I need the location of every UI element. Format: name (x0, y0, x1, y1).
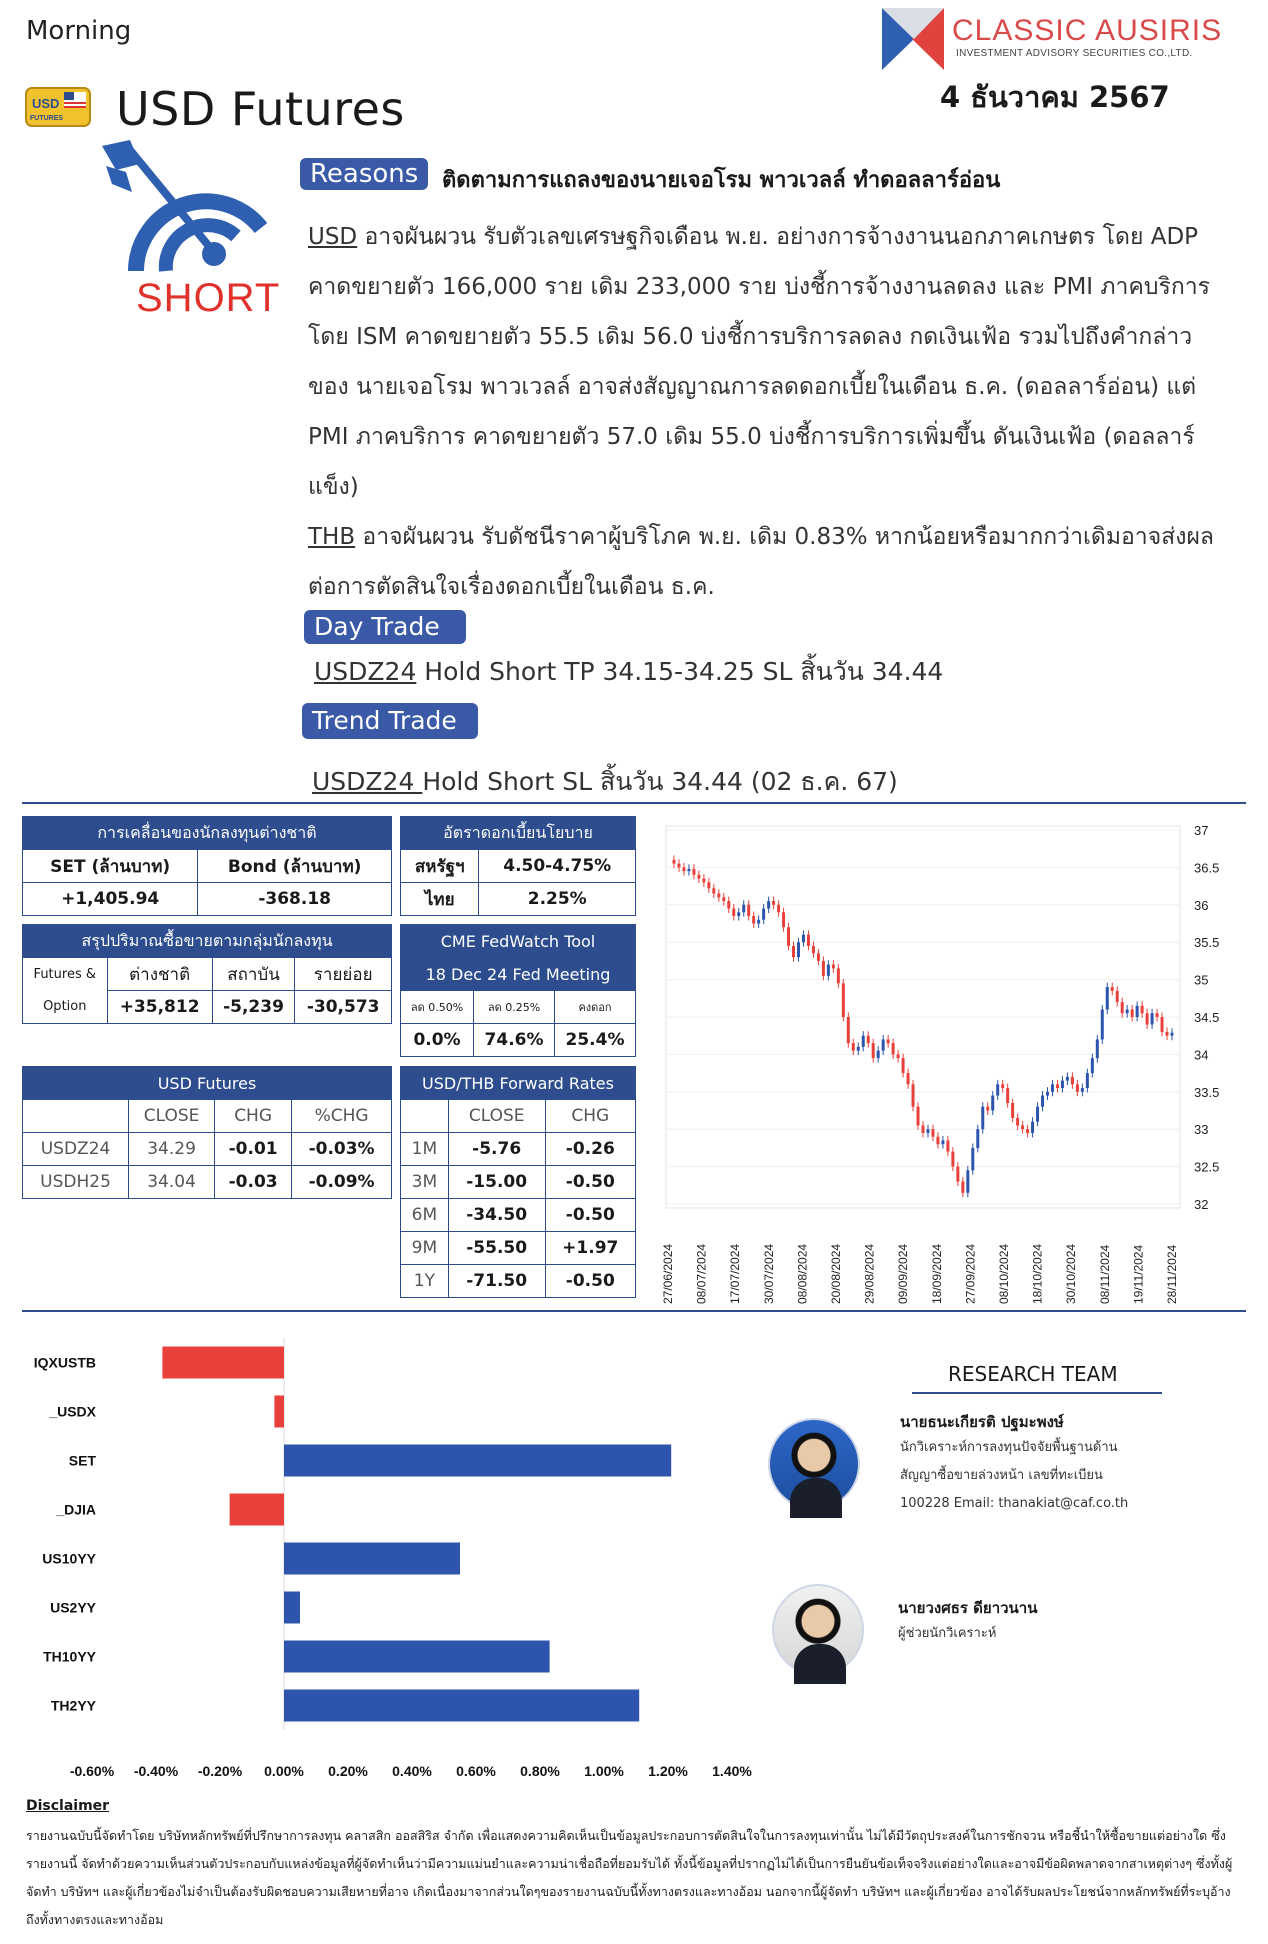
assistant-info (898, 1596, 1228, 1648)
policy-rate-title: อัตราดอกเบี้ยนโยบาย (401, 817, 636, 850)
bar (284, 1445, 671, 1477)
candle-body (882, 1039, 885, 1050)
policy-rate-country: สหรัฐฯ (401, 850, 479, 883)
candle-body (777, 905, 780, 912)
candle-body (1076, 1084, 1079, 1091)
svg-text:USD: USD (32, 96, 60, 111)
x-tick-label: 0.00% (264, 1763, 304, 1779)
candle-body (827, 965, 830, 976)
candle-body (887, 1039, 890, 1043)
candle-body (872, 1043, 875, 1058)
category-label: _USDX (49, 1403, 96, 1420)
usd-futures-symbol: USDH25 (23, 1166, 129, 1199)
y-tick-label: 36 (1194, 897, 1209, 913)
analyst-info (900, 1410, 1230, 1518)
bar (284, 1641, 550, 1673)
usd-futures-title: USD Futures (23, 1067, 392, 1100)
candle-body (1031, 1122, 1034, 1133)
candle-body (792, 946, 795, 957)
candle-body (1041, 1096, 1044, 1107)
investor-col: รายย่อย (295, 958, 392, 991)
usd-futures-col: CHG (215, 1100, 292, 1133)
candle-body (1126, 1010, 1129, 1014)
investor-val: +35,812 (107, 991, 212, 1024)
candle-body (941, 1140, 944, 1144)
investor-val: -5,239 (212, 991, 295, 1024)
candle-body (837, 968, 840, 983)
thb-tag: THB (308, 524, 356, 550)
candle-body (692, 869, 695, 875)
category-label: US2YY (50, 1599, 96, 1616)
policy-rate-value: 4.50-4.75% (479, 850, 636, 883)
bar (284, 1592, 300, 1624)
candle-body (946, 1140, 949, 1151)
candle-body (897, 1054, 900, 1058)
trend-trade-tag: Trend Trade (302, 703, 478, 739)
candle-body (687, 869, 690, 871)
candle-body (1121, 1002, 1124, 1013)
candle-body (1141, 1006, 1144, 1013)
x-tick-label: -0.20% (197, 1763, 243, 1779)
forward-col: CHG (545, 1100, 635, 1133)
x-tick-label: 18/10/2024 (1030, 1243, 1045, 1304)
candle-body (971, 1148, 974, 1170)
candle-body (822, 961, 825, 976)
forward-col (401, 1100, 449, 1133)
bar (284, 1543, 460, 1575)
forward-close: -55.50 (448, 1232, 545, 1265)
candle-body (902, 1058, 905, 1073)
candle-body (996, 1084, 999, 1095)
candle-body (1056, 1084, 1059, 1088)
candle-body (673, 860, 676, 864)
usd-futures-pct: -0.03% (292, 1133, 392, 1166)
foreign-flow-col: SET (ล้านบาท) (23, 850, 198, 883)
candle-body (1106, 987, 1109, 1009)
foreign-flow-title: การเคลื่อนของนักลงทุนต่างชาติ (23, 817, 392, 850)
usd-futures-chg: -0.01 (215, 1133, 292, 1166)
forward-chg: -0.50 (545, 1265, 635, 1298)
x-tick-label: 0.20% (328, 1763, 368, 1779)
candle-body (1166, 1032, 1169, 1036)
candle-body (907, 1073, 910, 1084)
foreign-flow-bond: -368.18 (198, 883, 392, 916)
analyst-title-line: นักวิเคราะห์การลงทุนปัจจัยพื้นฐานด้าน (900, 1440, 1118, 1455)
candle-body (1096, 1039, 1099, 1058)
usd-futures-chg: -0.03 (215, 1166, 292, 1199)
x-tick-label: 30/07/2024 (761, 1243, 776, 1304)
candle-body (1021, 1125, 1024, 1129)
usd-text: อาจผันผวน รับตัวเลขเศรษฐกิจเดือน พ.ย. อย่างการจ้างงานนอกภาคเกษตร โดย ADP คาดขยายตัว 166,000 ราย เดิม 233,000 ราย บ่งชี้การจ้างงานลดลง และ PMI ภาคบริการ โดย ISM คาดขยายตัว 55.5 เดิม 56.0 บ่งชี้การบริการลดลง กดเงินเฟ้อ รวมไปถึงคำกล่าวของ นายเจอโรม พาวเวลล์ อาจส่งสัญญาณการลดดอกเบี้ยในเดือน ธ.ค. (ดอลลาร์อ่อน) แต่ PMI ภาคบริการ คาดขยายตัว 57.0 เดิม 55.0 บ่งชี้การบริการเพิ่มขึ้น ดันเงินเฟ้อ (ดอลลาร์แข็ง) (308, 224, 1211, 500)
analyst-title-line: สัญญาซื้อขายล่วงหน้า เลขที่ทะเบียน (900, 1468, 1103, 1483)
x-tick-label: 1.20% (648, 1763, 688, 1779)
fedwatch-title: CME FedWatch Tool (401, 925, 636, 958)
candle-body (1136, 1006, 1139, 1017)
analyst-avatar (768, 1418, 860, 1510)
x-tick-label: 27/06/2024 (661, 1243, 675, 1304)
policy-rate-value: 2.25% (479, 883, 636, 916)
category-label: SET (68, 1452, 96, 1469)
usd-futures-symbol: USDZ24 (23, 1133, 129, 1166)
fedwatch-val: 74.6% (474, 1024, 555, 1057)
candle-body (1131, 1010, 1134, 1017)
x-tick-label: 0.80% (520, 1763, 560, 1779)
usdthb-price-chart (658, 818, 1258, 1308)
reasons-body (308, 212, 1228, 612)
x-tick-label: 09/09/2024 (896, 1243, 911, 1304)
candle-body (1116, 991, 1119, 1002)
usd-futures-table (22, 1066, 392, 1199)
usd-futures-col: %CHG (292, 1100, 392, 1133)
candle-body (1026, 1129, 1029, 1133)
candle-body (1011, 1103, 1014, 1118)
report-date: 4 ธันวาคม 2567 (940, 80, 1170, 114)
policy-rate-country: ไทย (401, 883, 479, 916)
forward-tenor: 6M (401, 1199, 449, 1232)
bar (274, 1396, 284, 1428)
x-tick-label: 08/07/2024 (694, 1243, 709, 1304)
candle-body (767, 901, 770, 908)
forward-tenor: 1Y (401, 1265, 449, 1298)
investor-summary-row-label (23, 958, 108, 1024)
foreign-flow-col: Bond (ล้านบาท) (198, 850, 392, 883)
x-tick-label: 1.40% (712, 1763, 752, 1779)
candle-body (981, 1107, 984, 1129)
x-tick-label: 08/11/2024 (1097, 1244, 1112, 1304)
candle-body (747, 905, 750, 916)
candle-body (892, 1043, 895, 1054)
candle-body (961, 1182, 964, 1193)
usd-futures-close: 34.04 (129, 1166, 215, 1199)
x-tick-label: 19/11/2024 (1131, 1244, 1146, 1304)
x-tick-label: 20/08/2024 (829, 1243, 843, 1304)
policy-rate-table (400, 816, 636, 916)
thb-text: อาจผันผวน รับดัชนีราคาผู้บริโภค พ.ย. เดิม 0.83% หากน้อยหรือมากกว่าเดิมอาจส่งผล ต่อการตัดสินใจเรื่องดอกเบี้ยในเดือน ธ.ค. (308, 524, 1215, 600)
candle-body (917, 1107, 920, 1126)
investor-summary-title: สรุปปริมาณซื้อขายตามกลุ่มนักลงทุน (23, 925, 392, 958)
category-label: TH10YY (43, 1648, 96, 1665)
category-label: _DJIA (56, 1501, 96, 1518)
candle-body (1086, 1073, 1089, 1088)
candle-body (1151, 1013, 1154, 1024)
candle-body (877, 1051, 880, 1058)
forward-close: -15.00 (448, 1166, 545, 1199)
market-change-bar-chart (22, 1332, 752, 1792)
foreign-flow-table (22, 816, 392, 916)
assistant-title: ผู้ช่วยนักวิเคราะห์ (898, 1626, 997, 1641)
candle-body (956, 1167, 959, 1182)
brand-name: CLASSIC AUSIRIS (952, 14, 1223, 47)
fedwatch-col: ลด 0.25% (474, 991, 555, 1024)
usd-futures-close: 34.29 (129, 1133, 215, 1166)
candle-body (797, 942, 800, 957)
x-tick-label: 28/11/2024 (1165, 1244, 1179, 1304)
y-tick-label: 35 (1194, 972, 1209, 988)
x-tick-label: 0.40% (392, 1763, 432, 1779)
candle-body (832, 965, 835, 969)
forward-close: -5.76 (448, 1133, 545, 1166)
forward-tenor: 1M (401, 1133, 449, 1166)
investor-col: สถาบัน (212, 958, 295, 991)
investor-col: ต่างชาติ (107, 958, 212, 991)
forward-rates-table (400, 1066, 636, 1298)
x-tick-label: 08/08/2024 (795, 1243, 810, 1304)
candle-body (852, 1043, 855, 1050)
forward-chg: -0.50 (545, 1166, 635, 1199)
bar (162, 1347, 284, 1379)
brand-subtitle: INVESTMENT ADVISORY SECURITIES CO.,LTD. (956, 48, 1193, 59)
candle-body (1046, 1092, 1049, 1096)
candle-body (931, 1129, 934, 1136)
candle-body (717, 894, 720, 898)
y-tick-label: 34.5 (1194, 1010, 1220, 1025)
y-tick-label: 33 (1194, 1122, 1209, 1138)
y-tick-label: 32 (1194, 1197, 1209, 1212)
candlestick-svg (658, 818, 1258, 1308)
candle-body (1156, 1013, 1159, 1017)
candle-body (742, 905, 745, 912)
x-tick-label: 17/07/2024 (728, 1243, 743, 1304)
candle-body (812, 946, 815, 953)
disclaimer-title: Disclaimer (26, 1798, 110, 1814)
candle-body (857, 1047, 860, 1051)
session-label: Morning (26, 16, 132, 46)
usd-tag: USD (308, 224, 358, 250)
candle-body (1111, 987, 1114, 991)
row-label-line2: Option (43, 998, 87, 1014)
candle-body (1051, 1084, 1054, 1091)
candle-body (762, 909, 765, 920)
candle-body (702, 879, 705, 883)
x-tick-label: 08/10/2024 (997, 1243, 1011, 1304)
candle-body (1171, 1033, 1174, 1036)
forward-chg: -0.50 (545, 1199, 635, 1232)
x-tick-label: 18/09/2024 (929, 1243, 944, 1304)
candle-body (802, 935, 805, 942)
candle-body (847, 1017, 850, 1043)
foreign-flow-set: +1,405.94 (23, 883, 198, 916)
candle-body (867, 1036, 870, 1043)
x-tick-label: 0.60% (456, 1763, 496, 1779)
fedwatch-table (400, 924, 636, 1057)
candle-body (926, 1129, 929, 1133)
candle-body (1146, 1013, 1149, 1024)
forward-title: USD/THB Forward Rates (401, 1067, 636, 1100)
usd-futures-pct: -0.09% (292, 1166, 392, 1199)
candle-body (772, 901, 775, 905)
category-label: TH2YY (50, 1697, 96, 1714)
usd-futures-badge-icon (24, 84, 92, 130)
fedwatch-val: 25.4% (555, 1024, 636, 1057)
candle-body (842, 983, 845, 1017)
candle-body (787, 927, 790, 946)
trend-trade-symbol: USDZ24 (312, 767, 423, 796)
forward-close: -34.50 (448, 1199, 545, 1232)
candle-body (976, 1129, 979, 1148)
forward-chg: +1.97 (545, 1232, 635, 1265)
disclaimer-text: รายงานฉบับนี้จัดทำโดย บริษัทหลักทรัพย์ที่ปรึกษาการลงทุน คลาสสิก ออสสิริส จำกัด เพื่อแสดงความคิดเห็นเป็นข้อมูลประกอบการตัดสินใจในการลงทุนเท่านั้น ไม่ได้มีวัตถุประสงค์ในการชักจวน หรือชี้นำให้ซื้อขายแต่อย่างใด ซึ่งรายงานนี้ จัดทำด้วยความเห็นส่วนตัวประกอบกับแหล่งข้อมูลที่ผู้จัดทำเห็นว่ามีความแม่นยำและความน่าเชื่อถือที่ยอมรับได้ ทั้งนี้ข้อมูลที่ปรากฏไม่ได้เป็นการยืนยันข้อเท็จจริงแต่อย่างใดและอาจมีข้อผิดพลาดจากสาเหตุต่างๆ ซึ่งทั้งผู้จัดทำ บริษัทฯ และผู้เกี่ยวข้องไม่จำเป็นต้องรับผิดชอบความเสียหายที่อาจ เกิดเนื่องมาจากส่วนใดๆของรายงานฉบับนี้ทั้งทางตรงและทางอ้อม นอกจากนี้ผู้จัดทำ บริษัทฯ และผู้เกี่ยวข้อง อาจได้รับผลประโยชน์จากหลักทรัพย์ที่ระบุอ้างถึงทั้งทางตรงและทางอ้อม (26, 1828, 1233, 1927)
day-trade-symbol: USDZ24 (314, 657, 417, 686)
assistant-name: นายวงศธร ดียาวนาน (898, 1599, 1038, 1617)
candle-body (922, 1125, 925, 1132)
reasons-headline: ติดตามการแถลงของนายเจอโรม พาวเวลล์ ทำดอลลาร์อ่อน (442, 168, 1001, 193)
bar (230, 1494, 284, 1526)
bar-chart-svg (22, 1332, 752, 1792)
candle-body (737, 912, 740, 916)
candle-body (1081, 1088, 1084, 1092)
signal-label: SHORT (136, 276, 281, 320)
brand-logo-icon (878, 6, 948, 72)
trend-trade-line (312, 762, 898, 802)
candle-body (1091, 1058, 1094, 1073)
candle-body (862, 1036, 865, 1047)
candle-body (712, 888, 715, 893)
candle-body (1001, 1084, 1004, 1088)
section-divider (22, 802, 1246, 804)
day-trade-text: Hold Short TP 34.15-34.25 SL สิ้นวัน 34.44 (416, 657, 944, 686)
x-tick-label: 29/08/2024 (862, 1243, 877, 1304)
candle-body (912, 1084, 915, 1106)
y-tick-label: 34 (1194, 1047, 1209, 1063)
candle-body (1101, 1010, 1104, 1040)
x-tick-label: 27/09/2024 (963, 1243, 978, 1304)
page-title: USD Futures (116, 82, 405, 136)
day-trade-tag: Day Trade (304, 610, 466, 644)
category-label: IQXUSTB (33, 1354, 96, 1371)
analyst-email: 100228 Email: thanakiat@caf.co.th (900, 1496, 1129, 1511)
x-tick-label: 1.00% (584, 1763, 624, 1779)
candle-body (757, 920, 760, 924)
y-tick-label: 33.5 (1194, 1084, 1220, 1100)
candle-body (986, 1107, 989, 1111)
y-tick-label: 32.5 (1194, 1159, 1220, 1175)
category-label: US10YY (42, 1550, 96, 1567)
candle-body (1006, 1088, 1009, 1103)
research-team-underline (912, 1392, 1162, 1394)
assistant-avatar (772, 1584, 864, 1676)
candle-body (936, 1137, 939, 1144)
candle-body (951, 1152, 954, 1167)
x-tick-label: -0.60% (69, 1763, 115, 1779)
svg-text:FUTURES: FUTURES (30, 115, 64, 122)
investor-summary-table (22, 924, 392, 1024)
candle-body (966, 1170, 969, 1192)
candle-body (1071, 1077, 1074, 1084)
trend-trade-text: Hold Short SL สิ้นวัน 34.44 (02 ธ.ค. 67) (422, 767, 898, 796)
fedwatch-subtitle: 18 Dec 24 Fed Meeting (401, 958, 636, 991)
candle-body (1061, 1081, 1064, 1088)
candle-body (1161, 1017, 1164, 1032)
candle-body (697, 875, 700, 879)
forward-tenor: 9M (401, 1232, 449, 1265)
forward-close: -71.50 (448, 1265, 545, 1298)
section-divider (22, 1310, 1246, 1312)
y-tick-label: 35.5 (1194, 935, 1220, 951)
row-label-line1: Futures & (33, 966, 96, 982)
candle-body (782, 912, 785, 927)
y-tick-label: 37 (1194, 823, 1209, 838)
candle-body (807, 935, 810, 946)
x-tick-label: 30/10/2024 (1064, 1243, 1079, 1304)
research-team-title: RESEARCH TEAM (948, 1362, 1118, 1386)
candle-body (752, 916, 755, 923)
candle-body (1036, 1107, 1039, 1122)
investor-val: -30,573 (295, 991, 392, 1024)
candle-body (1016, 1118, 1019, 1125)
candle-body (727, 901, 730, 908)
fedwatch-col: คงดอก (555, 991, 636, 1024)
candle-body (817, 953, 820, 960)
candle-body (991, 1096, 994, 1111)
reasons-tag: Reasons (300, 158, 428, 190)
candle-body (732, 909, 735, 916)
forward-chg: -0.26 (545, 1133, 635, 1166)
forward-col: CLOSE (448, 1100, 545, 1133)
target-dart-icon (96, 136, 286, 286)
usd-futures-col: CLOSE (129, 1100, 215, 1133)
candle-body (707, 882, 710, 888)
candle-body (677, 864, 680, 868)
usd-futures-col (23, 1100, 129, 1133)
day-trade-line (314, 652, 943, 692)
fedwatch-val: 0.0% (401, 1024, 474, 1057)
forward-tenor: 3M (401, 1166, 449, 1199)
bar (284, 1690, 639, 1722)
candle-body (722, 897, 725, 901)
analyst-name: นายธนะเกียรติ ปฐมะพงษ์ (900, 1413, 1064, 1431)
candle-body (682, 867, 685, 871)
y-tick-label: 36.5 (1194, 860, 1220, 876)
fedwatch-col: ลด 0.50% (401, 991, 474, 1024)
x-tick-label: -0.40% (133, 1763, 179, 1779)
candle-body (1066, 1077, 1069, 1081)
